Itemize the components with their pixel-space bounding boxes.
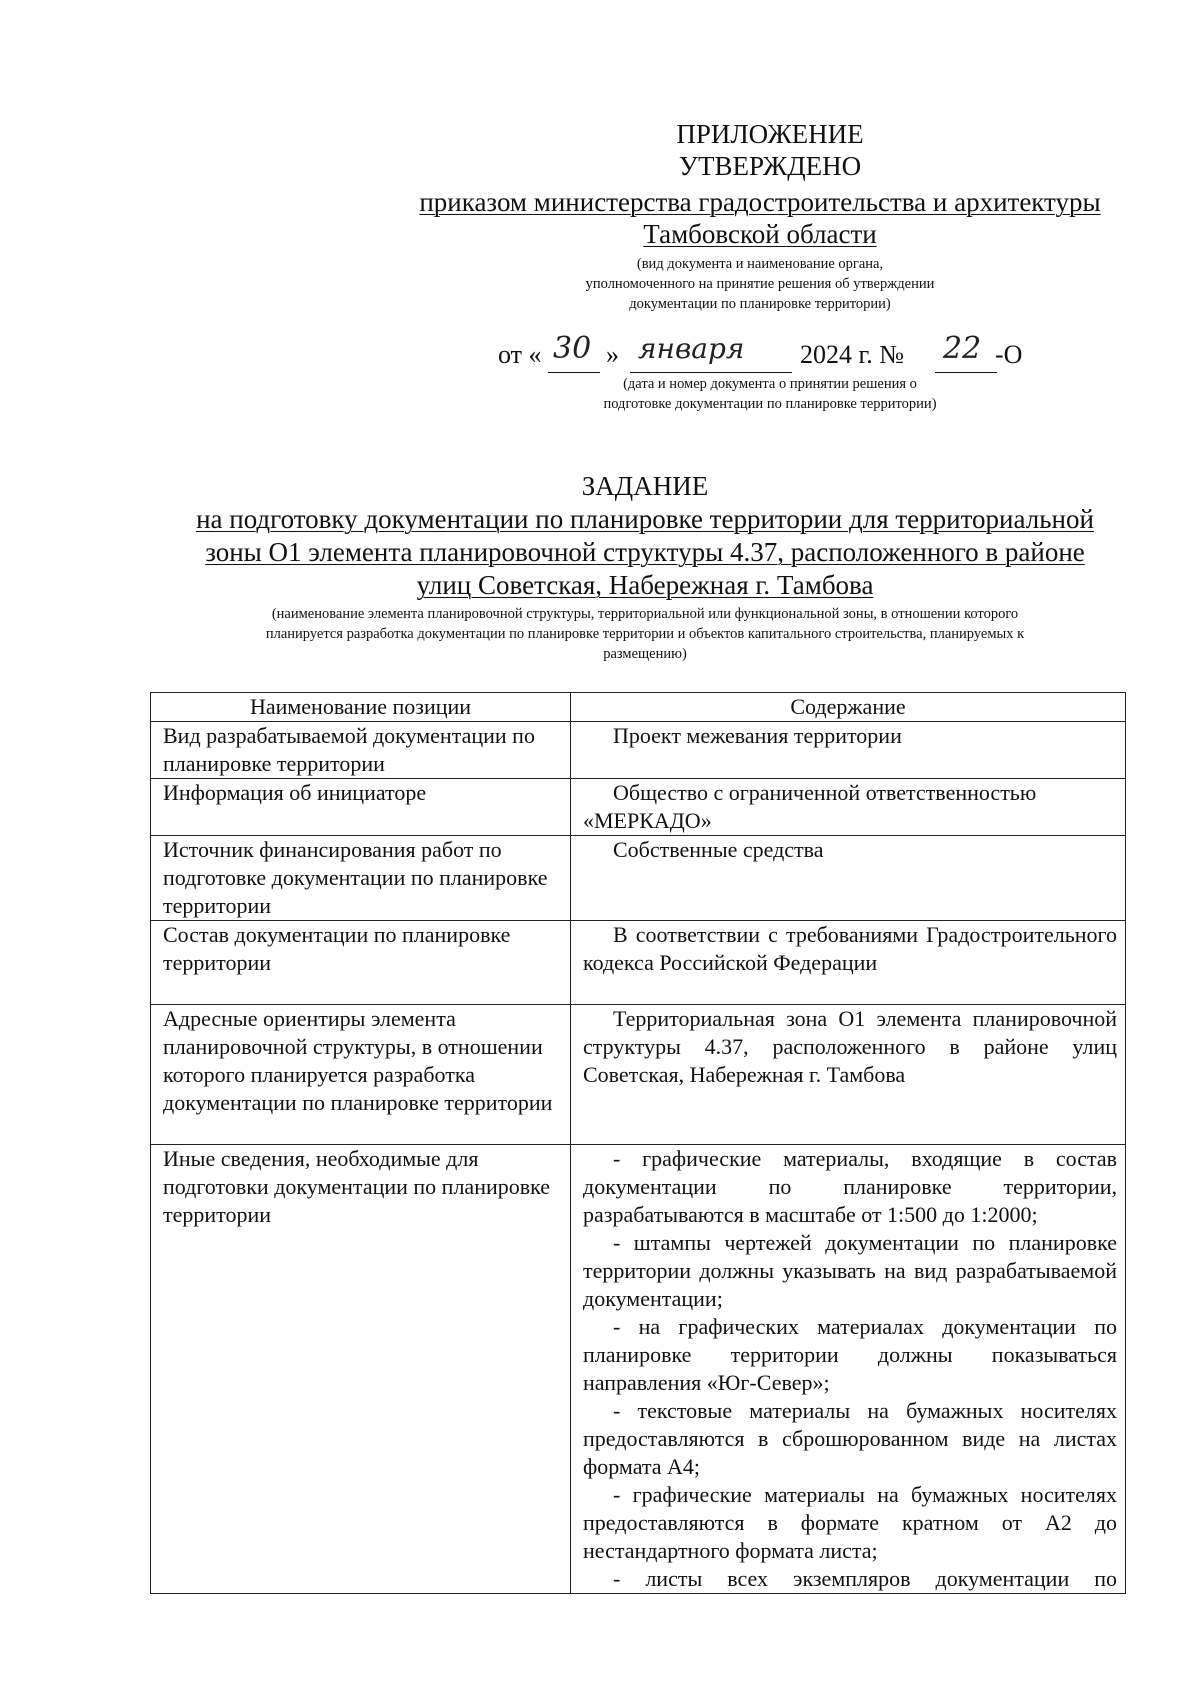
task-subtitle-line-1: на подготовку документации по планировке территории для территориальной [196,504,1094,534]
other-info-item-1: - графические материалы, входящие в состав документации по планировке территории, разрабатываются в масштабе от 1:500 до 1:2000; [583,1146,1117,1227]
date-note [540,374,1000,414]
table-row [151,722,1126,779]
date-month-handwritten: января [638,332,745,365]
appendix-heading: ПРИЛОЖЕНИЕ [676,119,864,149]
date-note-line-1: (дата и номер документа о принятии решения о [623,376,917,392]
date-note-line-2: подготовке документации по планировке территории) [603,396,937,412]
row-name-composition: Состав документации по планировке территории [151,921,571,1005]
authority-note [500,254,1020,314]
approved-heading: УТВЕРЖДЕНО [678,151,862,181]
table-row [151,779,1126,836]
row-content-funding: Собственные средства [571,836,1126,921]
authority-note-line-3: документации по планировке территории) [629,296,891,312]
document-number-handwritten: 22 [943,331,982,366]
other-info-item-3: - на графических материалах документации по планировке территории должны показываться направления «Юг-Север»; [583,1314,1117,1395]
other-info-item-4: - текстовые материалы на бумажных носителях предоставляются в сброшюрованном виде на листах формата А4; [583,1398,1117,1479]
task-note-line-3: размещению) [603,646,687,662]
table-header-row [151,693,1126,722]
task-table [150,692,1126,1594]
task-note-line-1: (наименование элемента планировочной структуры, территориальной или функциональной зоны, в отношении которого [271,606,1019,622]
row-content-initiator: Общество с ограниченной ответственностью «МЕРКАДО» [571,779,1126,836]
document-number-suffix: -О [995,340,1023,369]
approving-authority-region: Тамбовской области [643,219,877,249]
date-mid: » [606,340,619,369]
row-content-doc-type: Проект межевания территории [571,722,1126,779]
row-name-address: Адресные ориентиры элемента планировочной структуры, в отношении которого планируется разработка документации по планировке территории [151,1005,571,1145]
row-content-other-info [571,1145,1126,1594]
task-note [140,604,1150,664]
task-note-line-2: планируется разработка документации по планировке территории и объектов капитального строительства, планируемых к [265,626,1025,642]
task-subtitle-line-2: зоны О1 элемента планировочной структуры 4.37, расположенного в районе [205,537,1085,567]
authority-note-line-1: (вид документа и наименование органа, [636,256,884,272]
date-year-number-label: 2024 г. № [800,340,905,369]
other-info-item-5: - графические материалы на бумажных носителях предоставляются в формате кратном от А2 до нестандартного формата листа; [583,1482,1117,1563]
table-header-name: Наименование позиции [151,693,571,722]
table-row [151,836,1126,921]
month-underline [630,372,792,373]
number-underline [935,372,997,373]
table-row [151,921,1126,1005]
task-subtitle-line-3: улиц Советская, Набережная г. Тамбова [416,570,874,600]
date-day-handwritten: 30 [553,331,592,366]
row-name-doc-type: Вид разрабатываемой документации по планировке территории [151,722,571,779]
authority-note-line-2: уполномоченного на принятие решения об утверждении [585,276,935,292]
date-prefix: от « [498,340,542,369]
other-info-item-6: - листы всех экземпляров документации по [613,1566,1117,1591]
table-row [151,1145,1126,1594]
row-name-funding: Источник финансирования работ по подготовке документации по планировке территории [151,836,571,921]
other-info-item-2: - штампы чертежей документации по планировке территории должны указывать на вид разрабатываемой документации; [583,1230,1117,1311]
task-title: ЗАДАНИЕ [581,471,709,501]
approving-order-line: приказом министерства градостроительства и архитектуры [419,187,1101,217]
row-content-address: Территориальная зона О1 элемента планировочной структуры 4.37, расположенного в районе улиц Советская, Набережная г. Тамбова [571,1005,1126,1145]
table-row [151,1005,1126,1145]
day-underline [548,372,600,373]
row-name-initiator: Информация об инициаторе [151,779,571,836]
row-name-other-info: Иные сведения, необходимые для подготовки документации по планировке территории [151,1145,571,1594]
row-content-composition: В соответствии с требованиями Градостроительного кодекса Российской Федерации [571,921,1126,1005]
table-header-content: Содержание [571,693,1126,722]
